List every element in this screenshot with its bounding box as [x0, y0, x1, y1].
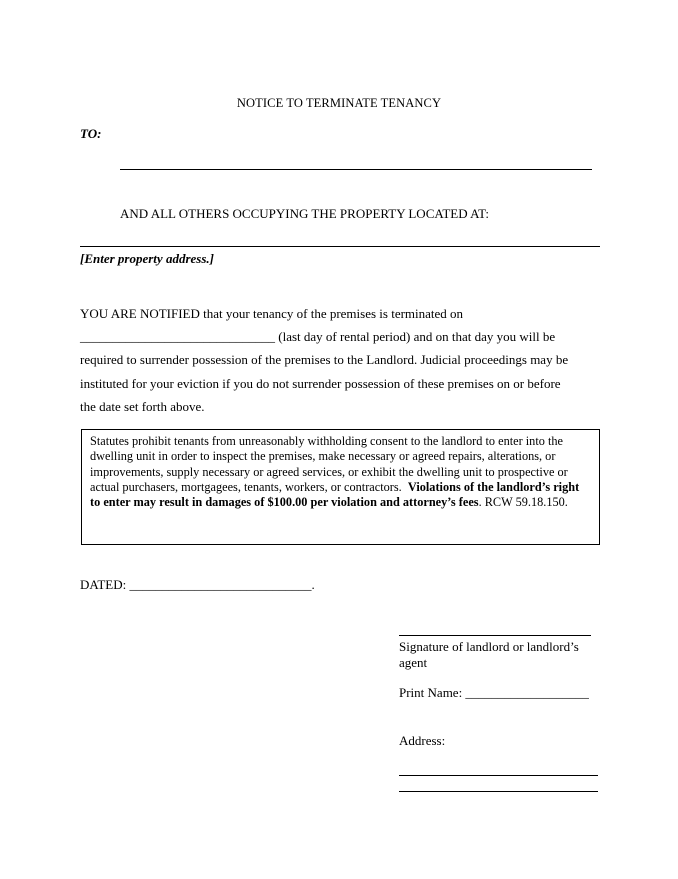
statute-citation: . RCW 59.18.150. — [478, 495, 568, 510]
signature-line — [399, 635, 591, 636]
property-address-line — [80, 246, 600, 247]
address-line-2 — [399, 791, 598, 792]
tenant-name-line — [120, 169, 592, 170]
to-label: TO: — [80, 126, 102, 141]
signature-label: Signature of landlord or landlord’s agent — [399, 639, 579, 670]
notice-line-4: instituted for your eviction if you do not surrender possession of these premises on or before — [80, 376, 561, 391]
address-label: Address: — [399, 733, 446, 748]
statute-box — [81, 429, 600, 545]
notice-line-2: ______________________________ (last day of rental period) and on that day you will be — [80, 329, 556, 344]
notice-line-3: required to surrender possession of the premises to the Landlord. Judicial proceedings may be — [80, 352, 569, 367]
statute-violation-warning: Violations of the landlord’s right to enter may result in damages of $100.00 per violation and attorney’s fees — [90, 479, 580, 510]
statute-text: Statutes prohibit tenants from unreasonably withholding consent to the landlord to enter into the dwelling unit in order to inspect the premises, make necessary or agreed repairs, alterations, or improvements, supply necessary or agreed services, or exhibit the dwelling unit to prospective or actual purchasers, mortgagees, tenants, workers, or contractors. — [90, 434, 568, 494]
notice-line-1: YOU ARE NOTIFIED that your tenancy of the premises is terminated on — [80, 306, 464, 321]
address-line-1 — [399, 775, 598, 776]
notice-line-5: the date set forth above. — [80, 399, 205, 414]
notice-title: NOTICE TO TERMINATE TENANCY — [236, 96, 442, 110]
print-name-line: Print Name: ___________________ — [399, 685, 589, 700]
others-occupying-text: AND ALL OTHERS OCCUPYING THE PROPERTY LOCATED AT: — [120, 206, 489, 221]
property-address-prompt: [Enter property address.] — [80, 251, 214, 266]
dated-line: DATED: ____________________________. — [80, 577, 315, 592]
